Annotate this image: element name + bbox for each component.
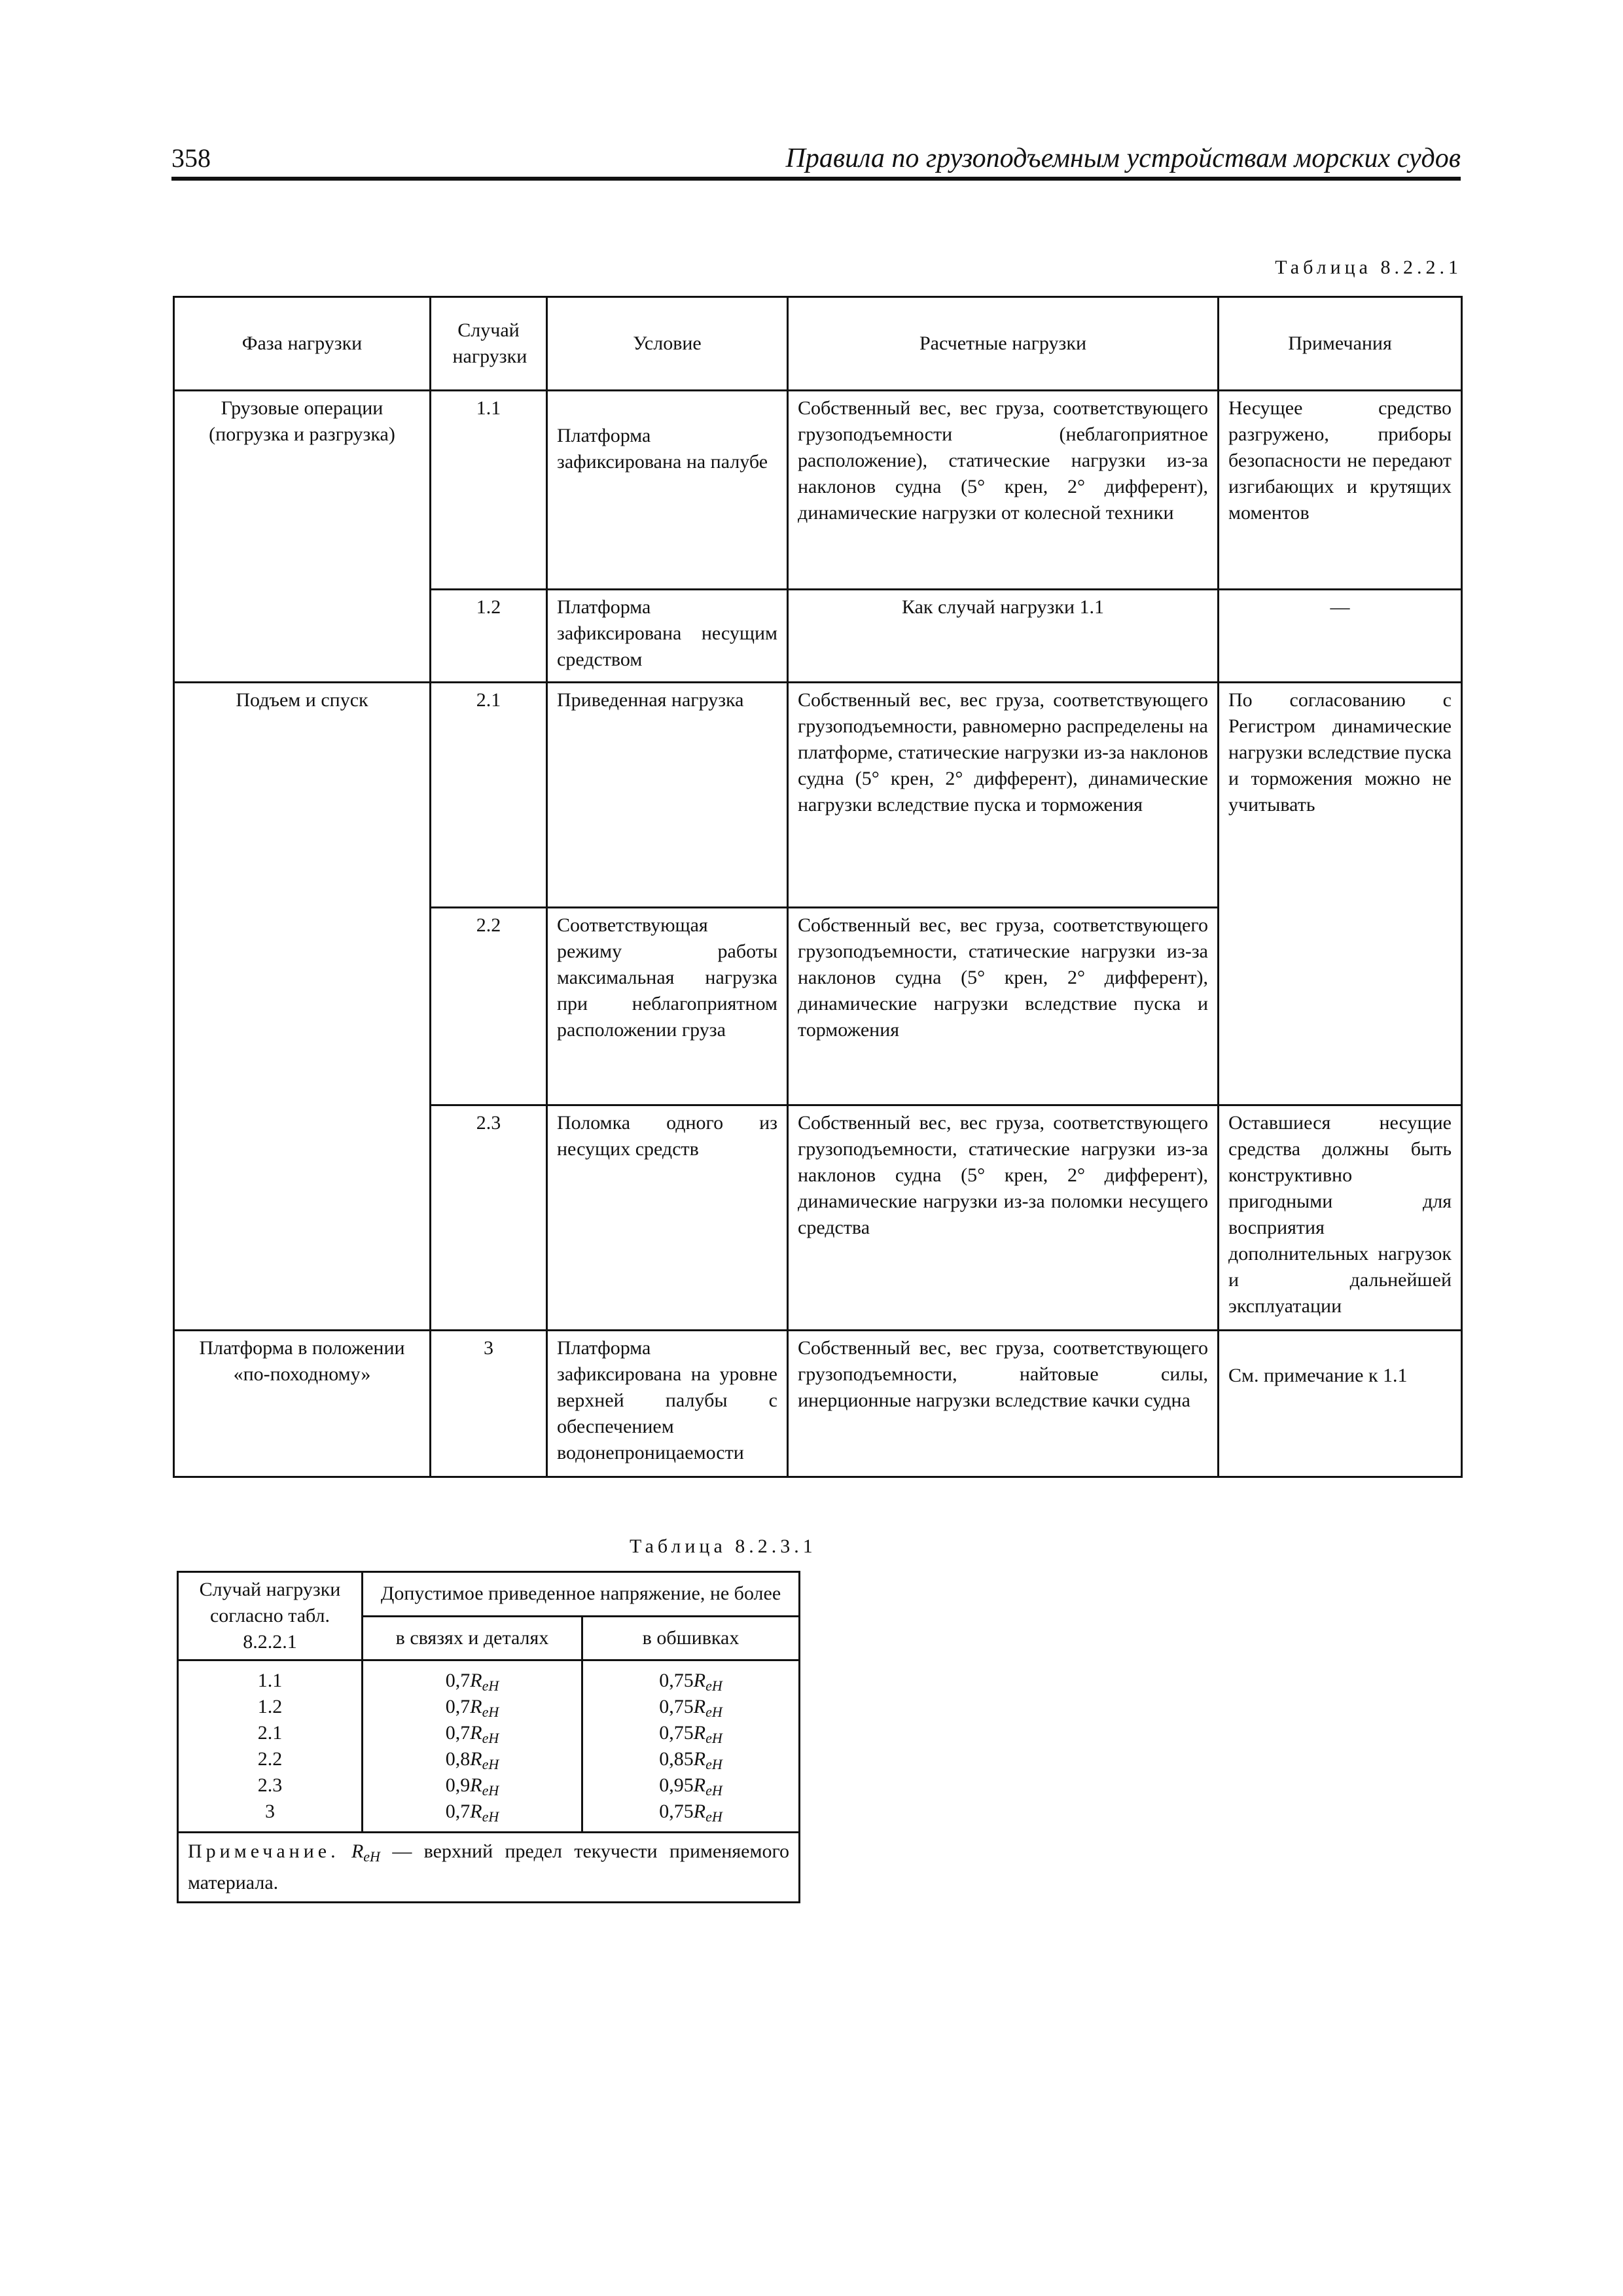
stress-value [368,1799,576,1825]
notes-cell: По согласованию с Регистром динамические нагрузки вследствие пуска и торможения можно не учитывать [1219,683,1462,1105]
coefficient: 0,7 [445,1801,471,1822]
stress-value [588,1772,793,1799]
phase-cell: Грузовые операции (погрузка и разгрузка) [174,391,431,683]
list-item: 2.1 [257,1722,283,1744]
loads-cell: Собственный вес, вес груза, соответствующего грузоподъемности, найтовые силы, инерционные нагрузки вследствие качки судна [788,1331,1219,1477]
list-item: 2.3 [257,1774,283,1796]
phase-cell: Подъем и спуск [174,683,431,1331]
symbol-r: R [470,1774,482,1796]
header-condition: Условие [547,297,788,391]
case-column [178,1660,363,1833]
table2-header-row [178,1572,800,1617]
symbol-subscript: eH [482,1782,499,1799]
coefficient: 0,7 [445,1722,471,1744]
list-item: 1.1 [257,1670,283,1691]
header-allowable-stress: Допустимое приведенное напряжение, не более [363,1572,800,1617]
list-item: 2.2 [257,1748,283,1770]
notes-cell: Оставшиеся несущие средства должны быть конструктивно пригодными для восприятия дополнительных нагрузок и дальнейшей эксплуатации [1219,1105,1462,1331]
case-cell: 3 [431,1331,547,1477]
table-row [174,683,1462,908]
coefficient: 0,75 [659,1801,694,1822]
symbol-r: R [470,1801,482,1822]
symbol-subscript: eH [705,1730,722,1746]
symbol-r: R [470,1722,482,1744]
load-cases-table [173,296,1463,1478]
symbol-subscript: eH [705,1756,722,1772]
table-note [178,1833,800,1903]
coefficient: 0,75 [659,1722,694,1744]
header-case [431,297,547,391]
stress-value [588,1668,793,1694]
loads-cell: Собственный вес, вес груза, соответствующего грузоподъемности, статические нагрузки из-за наклонов судна (5° крен, 2° дифферент), динамические нагрузки вследствие пуска и торможения [788,908,1219,1105]
stress-value [368,1720,576,1746]
running-title: Правила по грузоподъемным устройствам морских судов [785,143,1461,173]
header-loads: Расчетные нагрузки [788,297,1219,391]
header-phase: Фаза нагрузки [174,297,431,391]
coefficient: 0,9 [445,1774,471,1796]
condition-cell: Поломка одного из несущих средств [547,1105,788,1331]
symbol-r: R [351,1840,364,1862]
symbol-subscript: eH [705,1782,722,1799]
symbol-r: R [693,1774,706,1796]
symbol-subscript: eH [705,1808,722,1825]
symbol-subscript: eH [705,1704,722,1720]
stress-value [368,1694,576,1720]
symbol-r: R [693,1670,706,1691]
table1-caption: Таблица 8.2.2.1 [1275,257,1462,278]
coefficient: 0,7 [445,1670,471,1691]
header-case-label: Случай нагрузки [452,319,527,367]
coefficient: 0,75 [659,1670,694,1691]
symbol-r: R [693,1722,706,1744]
case-cell: 2.1 [431,683,547,908]
condition-cell: Платформа зафиксирована на уровне верхней палубы с обеспечением водонепроницаемости [547,1331,788,1477]
stress-value [368,1746,576,1772]
table-row [174,1331,1462,1477]
notes-cell: — [1219,590,1462,683]
symbol-r: R [470,1696,482,1717]
stress-value [588,1720,793,1746]
condition-cell: Платформа зафиксирована на палубе [547,391,788,590]
case-cell: 2.2 [431,908,547,1105]
loads-cell: Собственный вес, вес груза, соответствующего грузоподъемности, равномерно распределены на платформе, статические нагрузки из-за наклонов судна (5° крен, 2° дифферент), динамические нагрузки вследствие пуска и торможения [788,683,1219,908]
symbol-subscript: eH [482,1704,499,1720]
coefficient: 0,7 [445,1696,471,1717]
note-text: — верхний предел текучести применяемого материала. [188,1840,790,1893]
table2-caption: Таблица 8.2.3.1 [630,1535,817,1557]
table2-note-row [178,1833,800,1903]
page-header [171,143,1461,182]
allowable-stress-table [177,1571,800,1903]
header-plating: в обшивках [582,1616,800,1660]
plating-column [582,1660,800,1833]
phase-cell: Платформа в положении «по-походному» [174,1331,431,1477]
coefficient: 0,8 [445,1748,471,1770]
header-notes: Примечания [1219,297,1462,391]
stress-value [368,1772,576,1799]
symbol-subscript: eH [363,1848,380,1865]
symbol-subscript: eH [482,1756,499,1772]
loads-cell: Собственный вес, вес груза, соответствующего грузоподъемности (неблагоприятное расположение), статические нагрузки из-за наклонов судна (5° крен, 2° дифферент), динамические нагрузки от колесной техники [788,391,1219,590]
header-rule [171,177,1461,181]
notes-cell: См. примечание к 1.1 [1219,1331,1462,1477]
coefficient: 0,85 [659,1748,694,1770]
case-cell: 1.2 [431,590,547,683]
notes-cell: Несущее средство разгружено, приборы безопасности не передают изгибающих и крутящих моментов [1219,391,1462,590]
header-links-details: в связях и деталях [363,1616,582,1660]
coefficient: 0,95 [659,1774,694,1796]
page-number: 358 [171,143,211,173]
list-item: 3 [265,1801,275,1822]
stress-value [588,1746,793,1772]
stress-value [368,1668,576,1694]
symbol-subscript: eH [482,1808,499,1825]
symbol-subscript: eH [482,1730,499,1746]
symbol-r: R [693,1748,706,1770]
condition-cell: Платформа зафиксирована несущим средством [547,590,788,683]
header-case-ref: Случай нагрузки согласно табл. 8.2.2.1 [178,1572,363,1660]
stress-value [588,1694,793,1720]
coefficient: 0,75 [659,1696,694,1717]
table2-values [178,1660,800,1833]
case-cell: 1.1 [431,391,547,590]
symbol-subscript: eH [705,1677,722,1694]
stress-value [588,1799,793,1825]
table-row [174,391,1462,590]
note-label: Примечание. [188,1840,340,1862]
symbol-r: R [470,1670,482,1691]
symbol-r: R [693,1696,706,1717]
symbol-r: R [693,1801,706,1822]
loads-cell: Собственный вес, вес груза, соответствующего грузоподъемности, статические нагрузки из-за наклонов судна (5° крен, 2° дифферент), динамические нагрузки из-за поломки несущего средства [788,1105,1219,1331]
symbol-r: R [470,1748,482,1770]
list-item: 1.2 [257,1696,283,1717]
links-column [363,1660,582,1833]
condition-cell: Приведенная нагрузка [547,683,788,908]
case-cell: 2.3 [431,1105,547,1331]
table1-header-row [174,297,1462,391]
symbol-subscript: eH [482,1677,499,1694]
condition-cell: Соответствующая режиму работы максимальная нагрузка при неблагоприятном расположении груза [547,908,788,1105]
loads-cell: Как случай нагрузки 1.1 [788,590,1219,683]
